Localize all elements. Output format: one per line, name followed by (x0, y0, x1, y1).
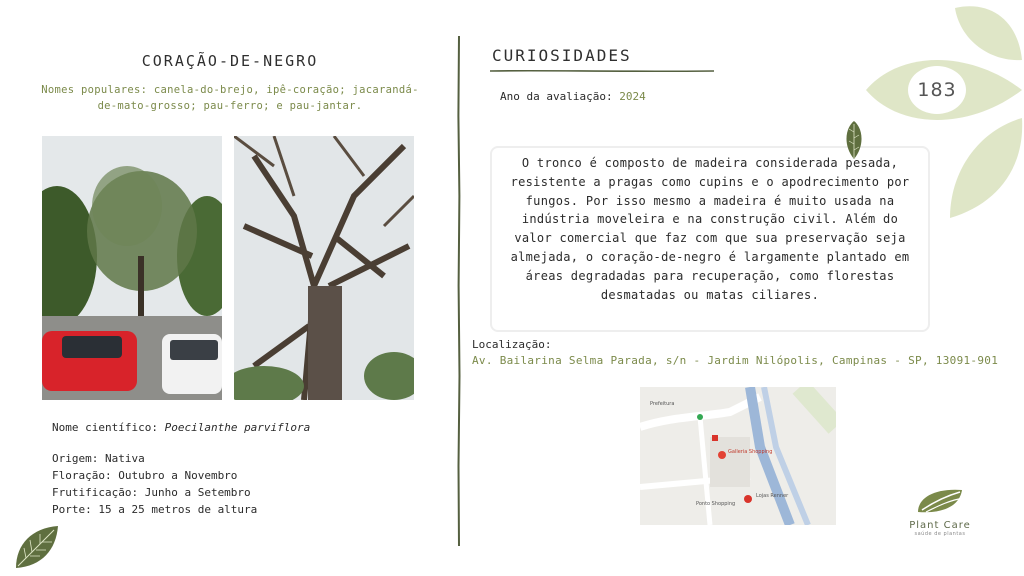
logo-tagline: saúde de plantas (914, 531, 966, 537)
scientific-name (52, 421, 310, 434)
location-label: Localização: (472, 338, 552, 351)
fact-size: Porte: 15 a 25 metros de altura (52, 503, 258, 516)
logo-leaf-icon (910, 486, 970, 514)
tree-photo (42, 136, 222, 400)
popular-names: Nomes populares: canela-do-brejo, ipê-coração; jacarandá-de-mato-grosso; pau-ferro; e pau-jantar. (41, 84, 419, 112)
map-label: Prefeitura (650, 401, 675, 407)
fact-flowering: Floração: Outubro a Novembro (52, 469, 238, 482)
leaf-icon (12, 524, 60, 570)
title-underline (490, 68, 714, 74)
scientific-value: Poecilanthe parviflora (164, 421, 311, 434)
curiosity-text: O tronco é composto de madeira considerada pesada, resistente a pragas como cupins e o apodrecimento por fungos. Por isso mesmo a madeira é muito usada na indústria moveleira e na construção civil. Além do valor comercial que faz com que sua preservação seja almejada, o coração-de-negro é largamente plantado em áreas degradadas para recuperação, como florestas desmatadas ou matas ciliares. (510, 156, 910, 302)
map-label: Galleria Shopping (728, 449, 773, 455)
map-label: Lojas Renner (756, 493, 789, 499)
fact-fruiting: Frutificação: Junho a Setembro (52, 486, 251, 499)
tree-photo-illustration (42, 136, 222, 400)
evaluation-year (500, 90, 646, 103)
trunk-photo-illustration (234, 136, 414, 400)
section-title: CURIOSIDADES (492, 46, 632, 65)
map-pin-icon (718, 451, 726, 459)
location-address: Av. Bailarina Selma Parada, s/n - Jardim Nilópolis, Campinas - SP, 13091-901 (472, 354, 999, 367)
trunk-photo (234, 136, 414, 400)
year-label: Ano da avaliação: (500, 90, 620, 103)
fact-origin: Origem: Nativa (52, 452, 145, 465)
plant-care-logo (900, 486, 980, 540)
vertical-divider (456, 36, 462, 546)
year-value: 2024 (619, 90, 646, 103)
map-label: Ponto Shopping (696, 501, 736, 507)
map-illustration (640, 387, 836, 525)
logo-name: Plant Care (909, 520, 971, 531)
location-map[interactable] (640, 387, 836, 525)
page-number: 183 (908, 66, 966, 114)
scientific-label: Nome científico: (52, 421, 165, 434)
plant-facts (52, 450, 257, 518)
plant-title: CORAÇÃO-DE-NEGRO (141, 52, 319, 70)
